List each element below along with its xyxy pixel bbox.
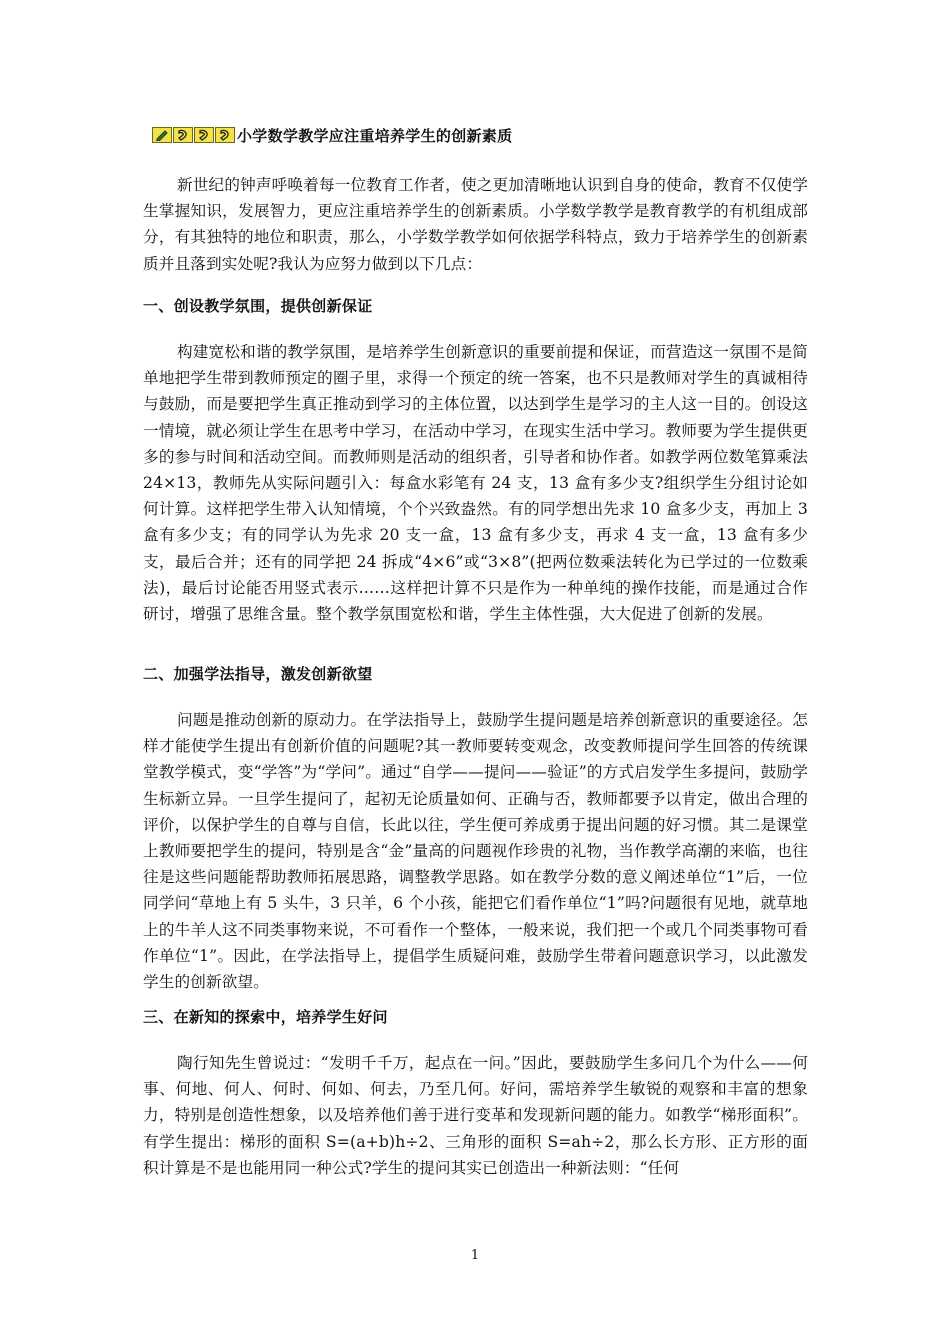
section-body-1: 构建宽松和谐的教学氛围，是培养学生创新意识的重要前提和保证，而营造这一氛围不是简单地把学生带到教师预定的圈子里，求得一个预定的统一答案，也不只是教师对学生的真诚相待与鼓励，而是要把学生真正推动到学习的主体位置，以达到学生是学习的主人这一目的。创设这一情境，就必须让学生在思考中学习，在活动中学习，在现实生活中学习。教师要为学生提供更多的参与时间和活动空间。而教师则是活动的组织者，引导者和协作者。如教学两位数笔算乘法 24×13，教师先从实际问题引入：每盒水彩笔有 24 支，13 盒有多少支?组织学生分组讨论如何计算。这样把学生带入认知情境，个个兴致盎然。有的同学想出先求 10 盒多少支，再加上 3 盒有多少支；有的同学认为先求 20 支一盒，13 盒有多少支，再求 4 支一盒，13 盒有多少支，最后合并；还有的同学把 24 拆成“4×6”或“3×8”(把两位数乘法转化为已学过的一位数乘法)，最后讨论能否用竖式表示……这样把计算不只是作为一种单纯的操作技能，而是通过合作研讨，增强了思维含量。整个教学氛围宽松和谐，学生主体性强，大大促进了创新的发展。: [143, 343, 808, 624]
section-heading-2: 二、加强学法指导，激发创新欲望: [143, 665, 373, 683]
pencil-icon: [194, 127, 214, 143]
pencil-icon: [152, 127, 172, 143]
title-row: [152, 124, 512, 146]
pencil-icon: [215, 127, 235, 143]
section-heading-1: 一、创设教学氛围，提供创新保证: [143, 297, 373, 315]
section-heading-3: 三、在新知的探索中，培养学生好问: [143, 1008, 388, 1026]
section-body-3: 陶行知先生曾说过：“发明千千万，起点在一问。”因此，要鼓励学生多问几个为什么——何事、何地、何人、何时、何如、何去，乃至几何。好问，需培养学生敏锐的观察和丰富的想象力，特别是创造性想象，以及培养他们善于进行变革和发现新问题的能力。如教学“梯形面积”。有学生提出：梯形的面积 S=(a+b)h÷2、三角形的面积 S=ah÷2，那么长方形、正方形的面积计算是不是也能用同一种公式?学生的提问其实已创造出一种新法则：“任何: [143, 1054, 808, 1177]
page-number: 1: [470, 1248, 480, 1263]
pencil-icon: [173, 127, 193, 143]
title-icons: [152, 127, 235, 143]
document-title: 小学数学教学应注重培养学生的创新素质: [237, 126, 513, 145]
intro-paragraph: 新世纪的钟声呼唤着每一位教育工作者，使之更加清晰地认识到自身的使命，教育不仅使学生掌握知识，发展智力，更应注重培养学生的创新素质。小学数学教学是教育教学的有机组成部分，有其独特的地位和职责，那么，小学数学教学如何依据学科特点，致力于培养学生的创新素质并且落到实处呢?我认为应努力做到以下几点：: [143, 176, 808, 273]
section-body-2: 问题是推动创新的原动力。在学法指导上，鼓励学生提问题是培养创新意识的重要途径。怎样才能使学生提出有创新价值的问题呢?其一教师要转变观念，改变教师提问学生回答的传统课堂教学模式，变“学答”为“学问”。通过“自学——提问——验证”的方式启发学生多提问，鼓励学生标新立异。一旦学生提问了，起初无论质量如何、正确与否，教师都要予以肯定，做出合理的评价，以保护学生的自尊与自信，长此以往，学生便可养成勇于提出问题的好习惯。其二是课堂上教师要把学生的提问，特别是含“金”量高的问题视作珍贵的礼物，当作教学高潮的来临，也往往是这些问题能帮助教师拓展思路，调整教学思路。如在教学分数的意义阐述单位“1”后，一位同学问“草地上有 5 头牛，3 只羊，6 个小孩，能把它们看作单位“1”吗?问题很有见地，就草地上的牛羊人这不同类事物来说，不可看作一个整体，一般来说，我们把一个或几个同类事物可看作单位“1”。因此，在学法指导上，提倡学生质疑问难，鼓励学生带着问题意识学习，以此激发学生的创新欲望。: [143, 711, 808, 992]
